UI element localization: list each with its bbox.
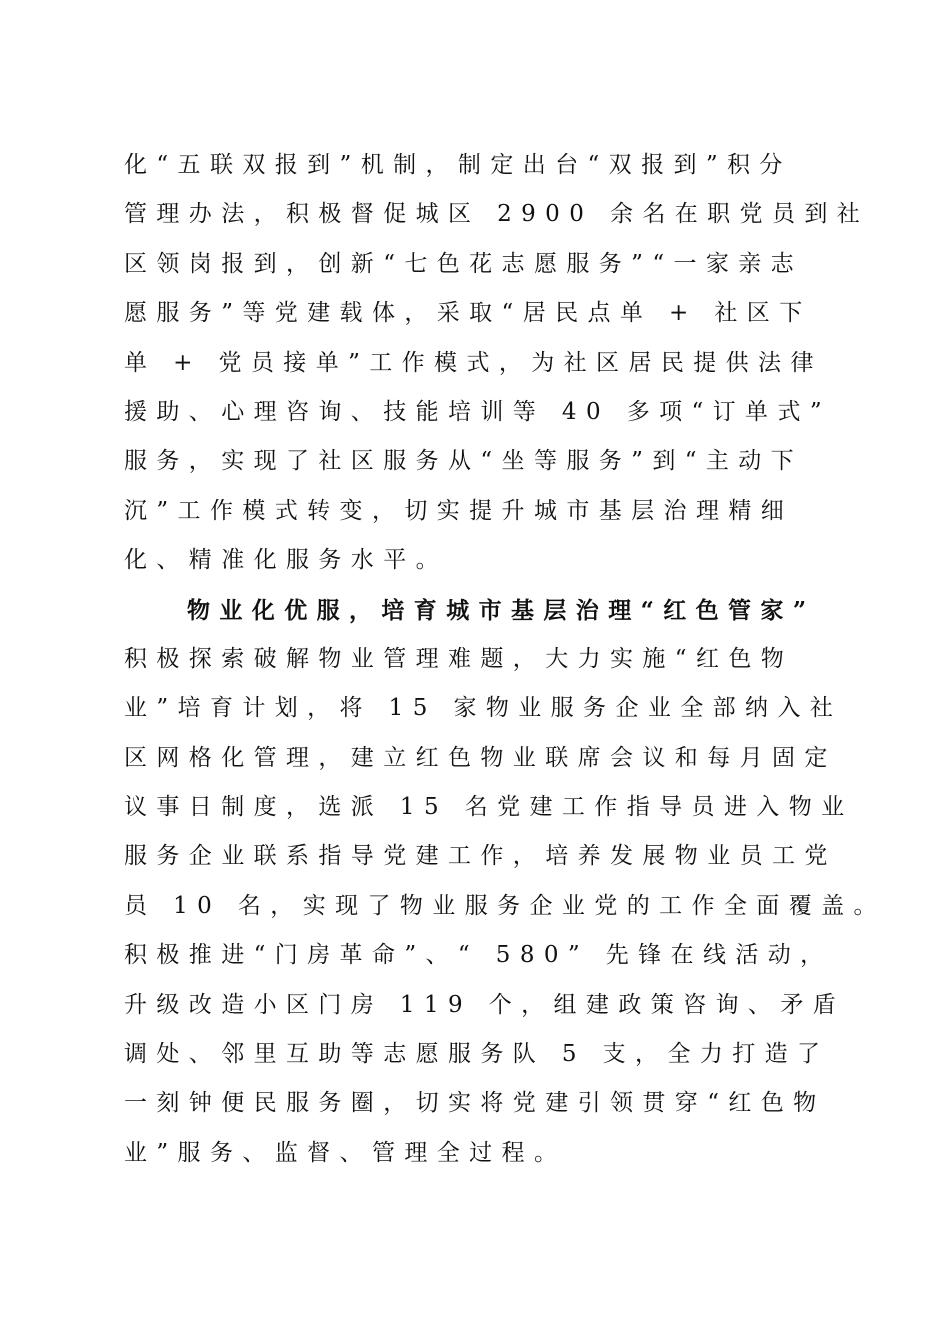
- text-line-19: 调处、邻里互助等志愿服务队 5 支，全力打造了: [124, 1041, 830, 1068]
- text-line-6: 援助、心理咨询、技能培训等 40 多项“订单式”: [124, 398, 832, 425]
- text-line-4: 愿服务”等党建载体，采取“居民点单 + 社区下: [124, 300, 812, 327]
- body-text: [124, 141, 886, 1178]
- text-line-16: 员 10 名，实现了物业服务企业党的工作全面覆盖。: [124, 892, 886, 919]
- text-line-8: 沉”工作模式转变，切实提升城市基层治理精细: [124, 497, 794, 524]
- text-line-1: 化“五联双报到”机制，制定出台“双报到”积分: [124, 152, 792, 178]
- text-line-11: 积极探索破解物业管理难题，大力实施“红色物: [124, 645, 794, 672]
- section-heading: 物业化优服，培育城市基层治理“红色管家”: [187, 596, 816, 624]
- text-line-21: 业”服务、监督、管理全过程。: [124, 1139, 567, 1166]
- text-line-20: 一刻钟便民服务圈，切实将党建引领贯穿“红色物: [124, 1090, 826, 1117]
- text-line-14: 议事日制度，选派 15 名党建工作指导员进入物业: [124, 794, 854, 821]
- text-line-18: 升级改造小区门房 119 个，组建政策咨询、矛盾: [124, 991, 846, 1018]
- text-line-15: 服务企业联系指导党建工作，培养发展物业员工党: [124, 843, 837, 870]
- text-line-13: 区网格化管理，建立红色物业联席会议和每月固定: [124, 744, 837, 771]
- text-line-2: 管理办法，积极督促城区 2900 余名在职党员到社: [124, 201, 870, 228]
- text-line-9: 化、精准化服务水平。: [124, 547, 448, 574]
- text-line-5: 单 + 党员接单”工作模式，为社区居民提供法律: [124, 349, 823, 376]
- text-line-12: 业”培育计划，将 15 家物业服务企业全部纳入社: [124, 695, 843, 722]
- text-line-17: 积极推进“门房革命”、“ 580” 先锋在线活动，: [124, 942, 833, 969]
- text-line-3: 区领岗报到，创新“七色花志愿服务”“一家亲志: [124, 250, 804, 277]
- text-line-7: 服务，实现了社区服务从“坐等服务”到“主动下: [124, 448, 804, 475]
